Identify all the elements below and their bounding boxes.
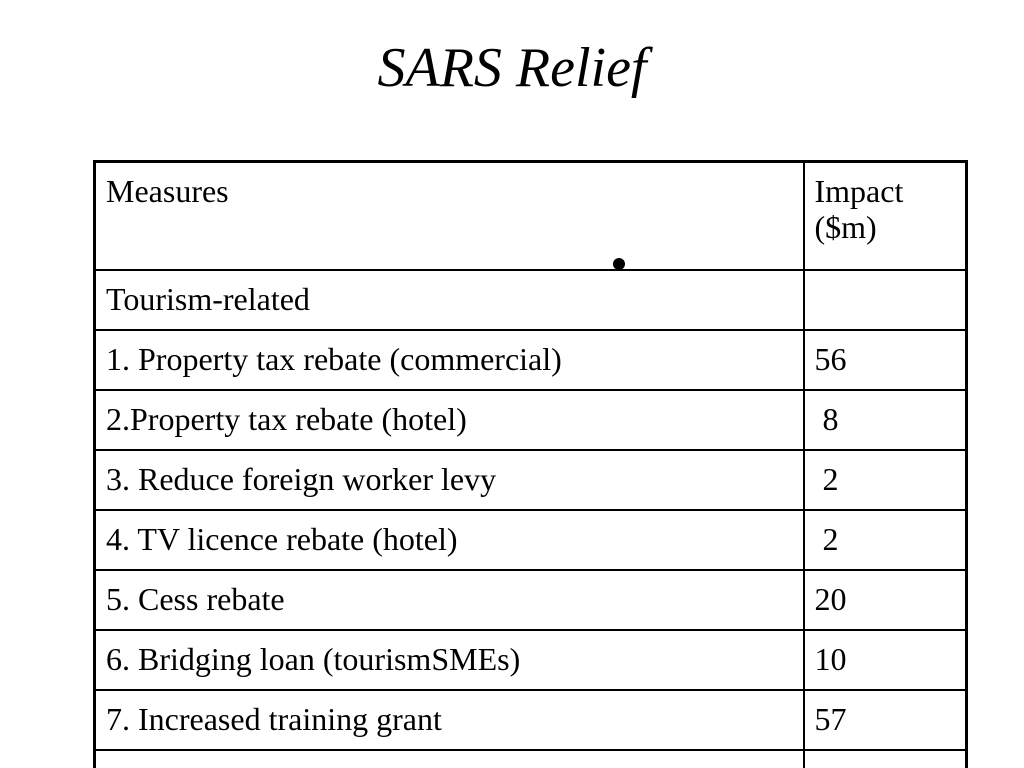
measure-text: 2.Property tax rebate (hotel) (106, 401, 467, 437)
impact-cell (804, 630, 967, 690)
impact-value: 57 (814, 701, 847, 737)
header-impact-unit: ($m) (814, 209, 877, 245)
impact-cell (804, 330, 967, 390)
impact-value: 2 (814, 521, 839, 557)
measure-cell (95, 630, 804, 690)
measure-cell (95, 510, 804, 570)
impact-cell (804, 450, 967, 510)
measure-text: 7. Increased training grant (106, 701, 442, 737)
slide-title: SARS Relief (377, 37, 647, 99)
table-row (95, 390, 967, 450)
section-label: Tourism-related (106, 281, 310, 317)
measure-cell (95, 570, 804, 630)
measure-text: 3. Reduce foreign worker levy (106, 461, 497, 497)
impact-cell (804, 570, 967, 630)
empty-impact-cell (804, 750, 967, 768)
section-value-cell (804, 270, 967, 330)
table-row (95, 570, 967, 630)
measure-cell (95, 330, 804, 390)
impact-value: 20 (814, 581, 847, 617)
measure-text: 5. Cess rebate (106, 581, 285, 617)
relief-measures-table (93, 160, 968, 768)
impact-cell (804, 510, 967, 570)
table-row (95, 630, 967, 690)
table-row (95, 510, 967, 570)
measure-text: 6. Bridging loan (tourismSMEs) (106, 641, 521, 677)
header-impact-cell (804, 162, 967, 271)
header-impact-label: Impact (814, 173, 904, 209)
impact-value: 56 (814, 341, 847, 377)
measure-cell (95, 390, 804, 450)
table-empty-row (95, 750, 967, 768)
bullet-dot-icon (613, 258, 625, 270)
table-section-row (95, 270, 967, 330)
header-measures-label: Measures (106, 173, 229, 209)
measure-text: 4. TV licence rebate (hotel) (106, 521, 458, 557)
measure-text: 1. Property tax rebate (commercial) (106, 341, 562, 377)
table-header-row (95, 162, 967, 271)
header-measures-cell (95, 162, 804, 271)
impact-cell (804, 690, 967, 750)
impact-value: 2 (814, 461, 839, 497)
table-row (95, 330, 967, 390)
impact-value: 8 (814, 401, 839, 437)
impact-value: 10 (814, 641, 847, 677)
section-label-cell (95, 270, 804, 330)
table-row (95, 690, 967, 750)
table-row (95, 450, 967, 510)
measure-cell (95, 450, 804, 510)
empty-measure-cell (95, 750, 804, 768)
impact-cell (804, 390, 967, 450)
measure-cell (95, 690, 804, 750)
